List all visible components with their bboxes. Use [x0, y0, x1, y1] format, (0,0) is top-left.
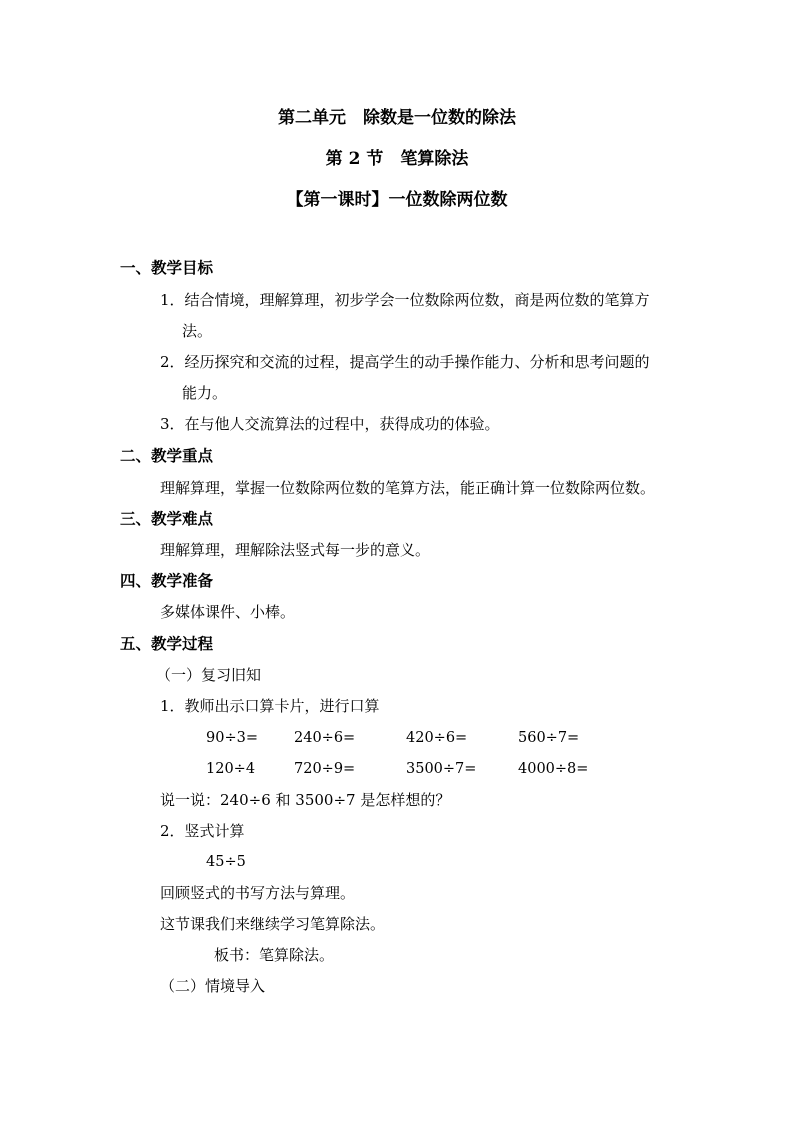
preparation-text: 多媒体课件、小棒。	[160, 603, 296, 621]
board-writing: 板书：笔算除法。	[214, 946, 335, 964]
calc-row2-item: 4000÷8=	[518, 761, 589, 777]
say-prompt: 说一说：240÷6 和 3500÷7 是怎样想的？	[160, 791, 451, 809]
goal-item-2: 2．经历探究和交流的过程，提高学生的动手操作能力、分析和思考问题的	[160, 353, 650, 371]
goal-item-1-cont: 法。	[182, 322, 213, 340]
lesson-title: 【第一课时】一位数除两位数	[286, 190, 508, 210]
heading-preparation: 四、教学准备	[120, 571, 214, 590]
vertical-problem: 45÷5	[206, 854, 246, 870]
section-title: 第 2 节 笔算除法	[325, 149, 469, 169]
step-vertical-calc: 2．竖式计算	[160, 822, 245, 840]
calc-row2-item: 120÷4	[206, 761, 256, 777]
calc-row1-item: 420÷6=	[406, 730, 468, 746]
calc-row1-item: 90÷3=	[206, 730, 258, 746]
continue-text: 这节课我们来继续学习笔算除法。	[160, 915, 386, 933]
heading-key-points: 二、教学重点	[120, 446, 214, 465]
part-situation: （二）情境导入	[160, 977, 266, 995]
key-points-text: 理解算理，掌握一位数除两位数的笔算方法，能正确计算一位数除两位数。	[160, 479, 656, 497]
calc-row1-item: 560÷7=	[518, 730, 580, 746]
goal-item-1: 1．结合情境，理解算理，初步学会一位数除两位数，商是两位数的笔算方	[160, 291, 650, 309]
heading-difficulties: 三、教学难点	[120, 509, 214, 528]
unit-title: 第二单元 除数是一位数的除法	[278, 108, 516, 128]
calc-row2-item: 720÷9=	[294, 761, 356, 777]
goal-item-3: 3．在与他人交流算法的过程中，获得成功的体验。	[160, 415, 500, 433]
review-text: 回顾竖式的书写方法与算理。	[160, 884, 356, 902]
step-oral-calc: 1．教师出示口算卡片，进行口算	[160, 697, 380, 715]
difficulties-text: 理解算理，理解除法竖式每一步的意义。	[160, 541, 431, 559]
heading-process: 五、教学过程	[120, 634, 214, 653]
calc-row2-item: 3500÷7=	[406, 761, 477, 777]
part-review: （一）复习旧知	[156, 666, 262, 684]
calc-row1-item: 240÷6=	[294, 730, 356, 746]
goal-item-2-cont: 能力。	[182, 384, 228, 402]
heading-teaching-goals: 一、教学目标	[120, 258, 214, 277]
